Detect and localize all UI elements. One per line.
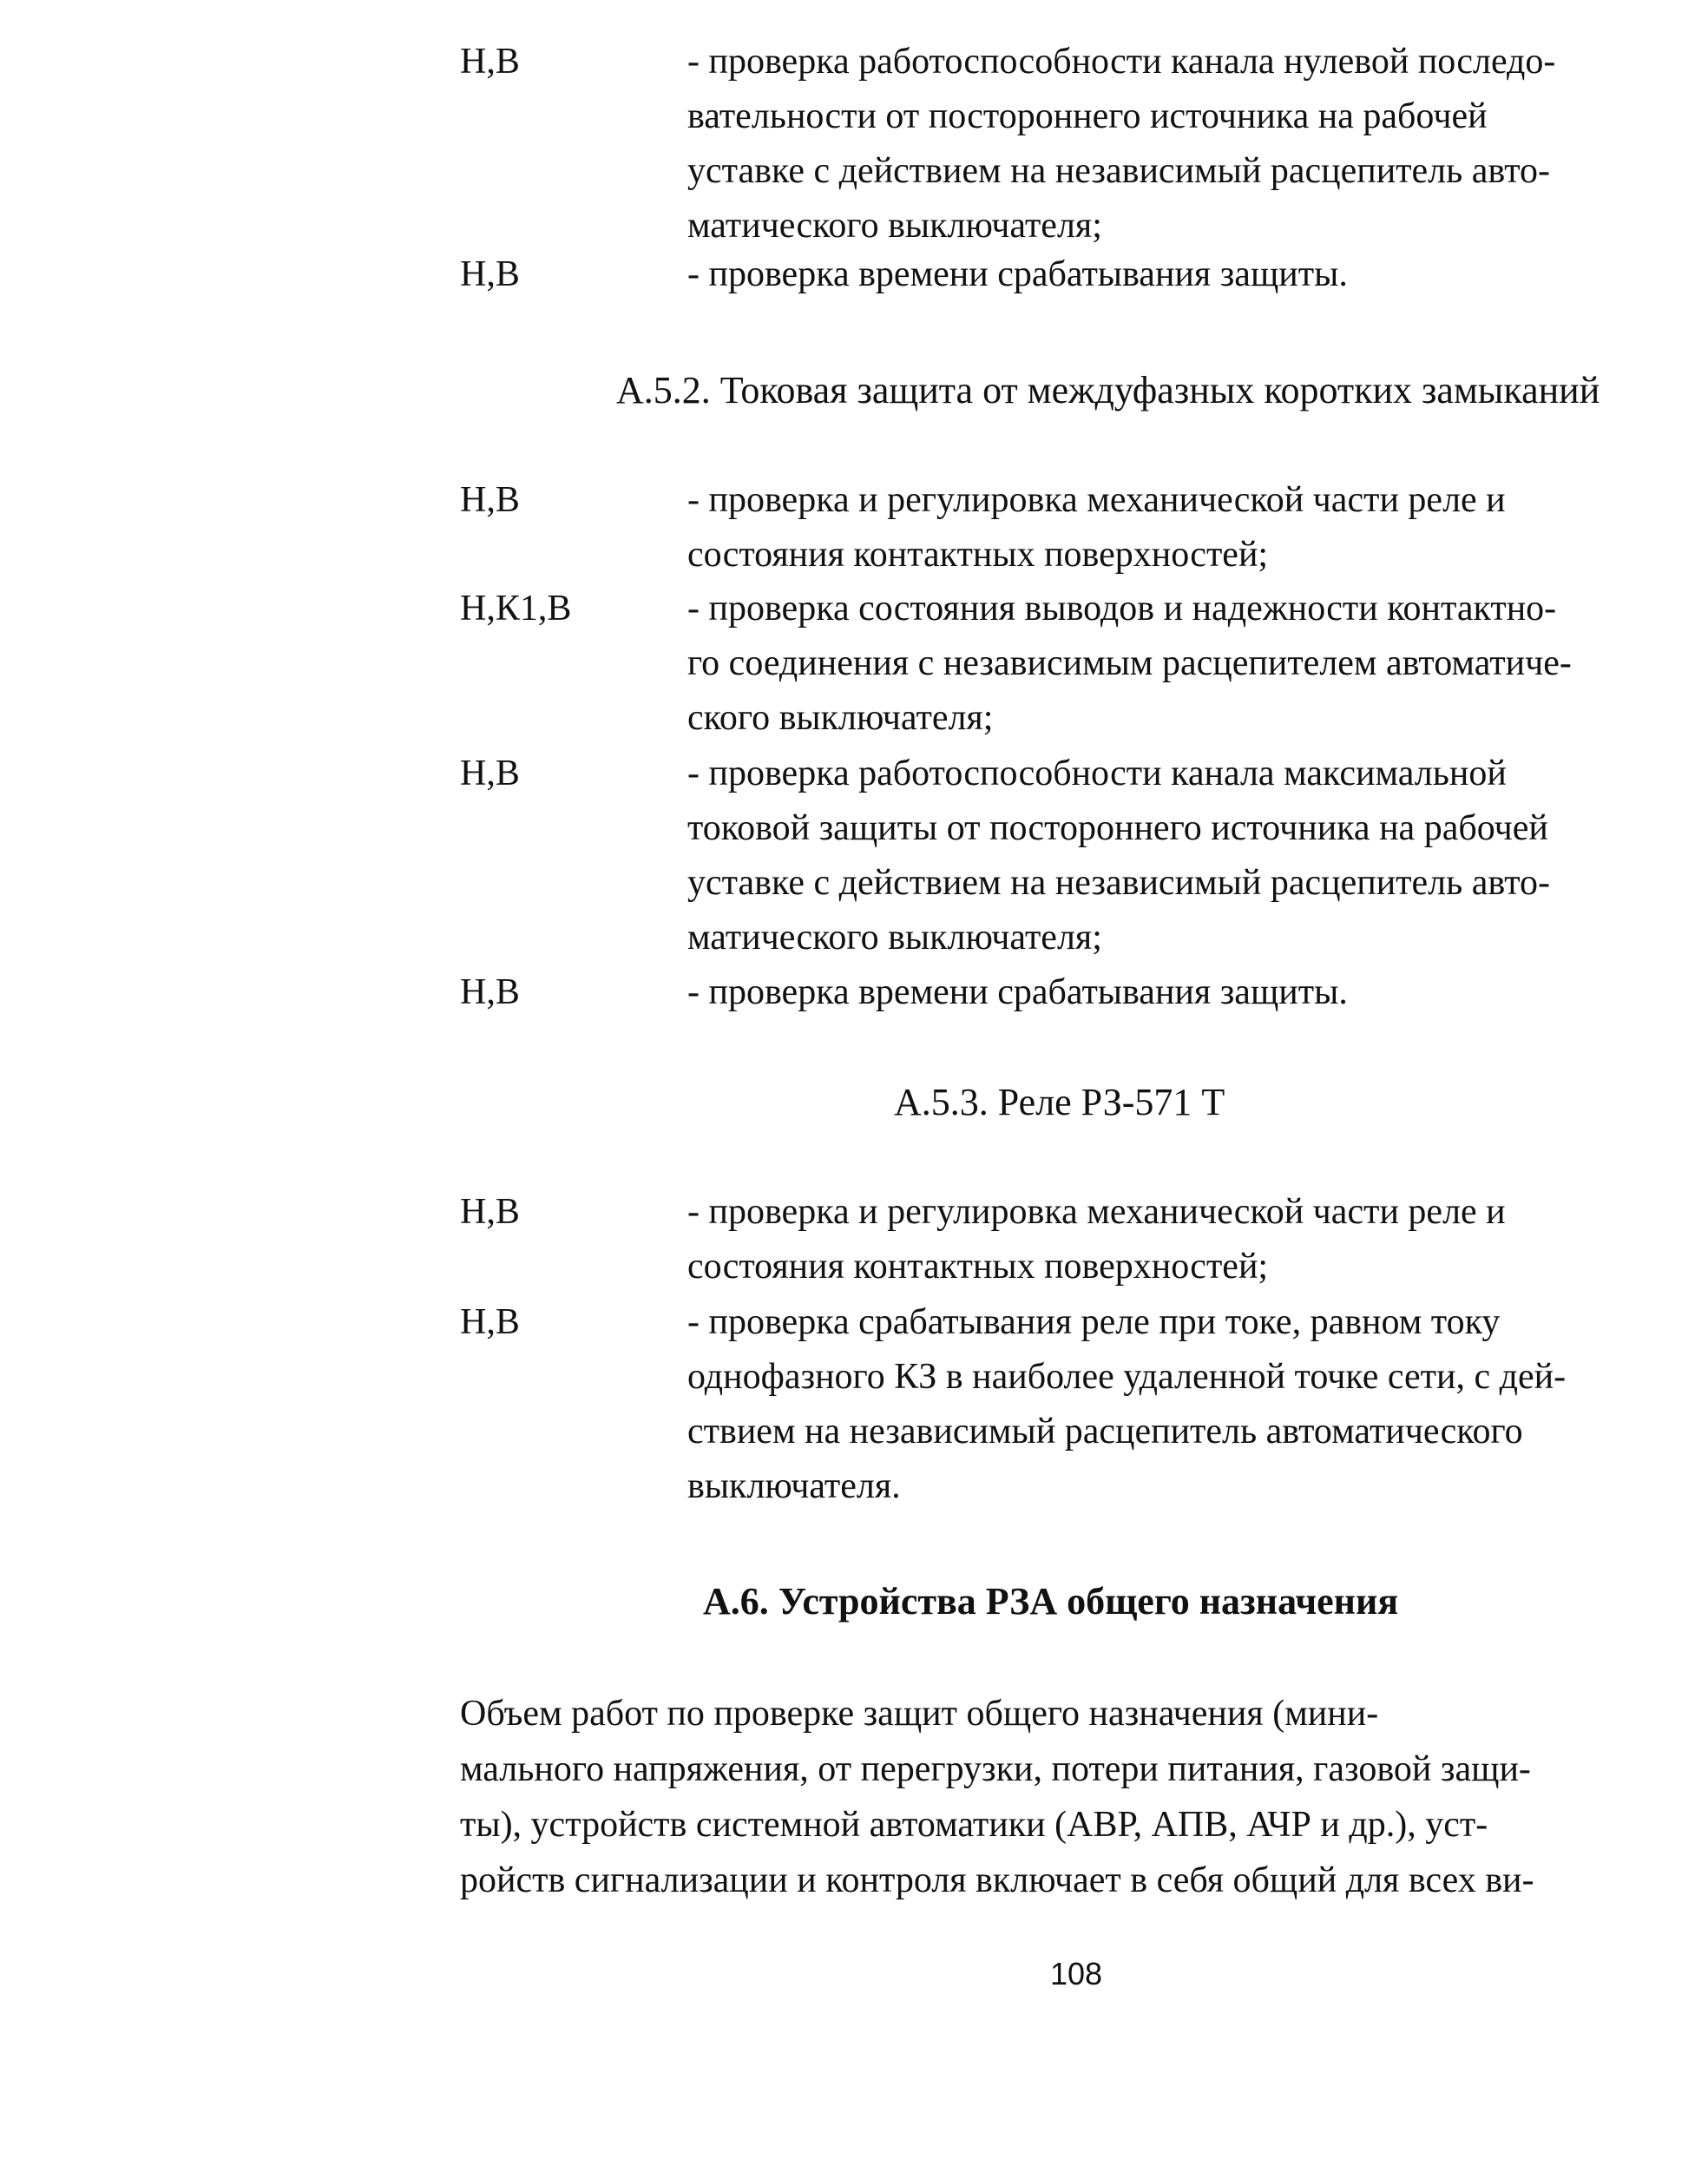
item-code: Н,В — [460, 1302, 520, 1342]
item-code: Н,В — [460, 1192, 520, 1232]
item-text: - проверка работоспособности канала нулевой последо- вательности от постороннего источника на рабочей уставке с действием на независимый расцепитель авто- матического выключателя; — [687, 42, 1556, 246]
item-code: Н,В — [460, 972, 520, 1012]
item-code: Н,В — [460, 754, 520, 793]
item-code: Н,К1,В — [460, 589, 572, 629]
item-text: - проверка срабатывания реле при токе, равном току однофазного КЗ в наиболее удаленной точке сети, с дей- ствием на независимый расцепитель автоматического выключателя. — [687, 1302, 1567, 1506]
section-heading-a52: А.5.2. Токовая защита от междуфазных коротких замыканий — [616, 369, 1600, 411]
item-code: Н,В — [460, 254, 520, 294]
body-paragraph: Объем работ по проверке защит общего назначения (мини- мального напряжения, от перегрузки, потери питания, газовой защи- ты), устройств системной автоматики (АВР, АПВ, АЧР и др.), уст- ройств сигнализации и контроля включает в себя общий для всех ви- — [460, 1694, 1534, 1900]
item-text: - проверка состояния выводов и надежности контактно- го соединения с независимым расцепителем автоматиче- ского выключателя; — [687, 589, 1572, 738]
item-text: - проверка и регулировка механической части реле и состояния контактных поверхностей; — [687, 1192, 1506, 1287]
item-code: Н,В — [460, 480, 520, 520]
item-text: - проверка и регулировка механической части реле и состояния контактных поверхностей; — [687, 480, 1506, 575]
item-text: - проверка времени срабатывания защиты. — [687, 972, 1348, 1012]
item-text: - проверка работоспособности канала максимальной токовой защиты от постороннего источника на рабочей уставке с действием на независимый расцепитель авто- матического выключателя; — [687, 754, 1550, 958]
item-text: - проверка времени срабатывания защиты. — [687, 254, 1348, 294]
section-heading-a53: А.5.3. Реле РЗ-571 Т — [894, 1081, 1225, 1123]
item-code: Н,В — [460, 42, 520, 82]
section-heading-a6: А.6. Устройства РЗА общего назначения — [703, 1580, 1399, 1623]
page-number: 108 — [1049, 1956, 1103, 1991]
